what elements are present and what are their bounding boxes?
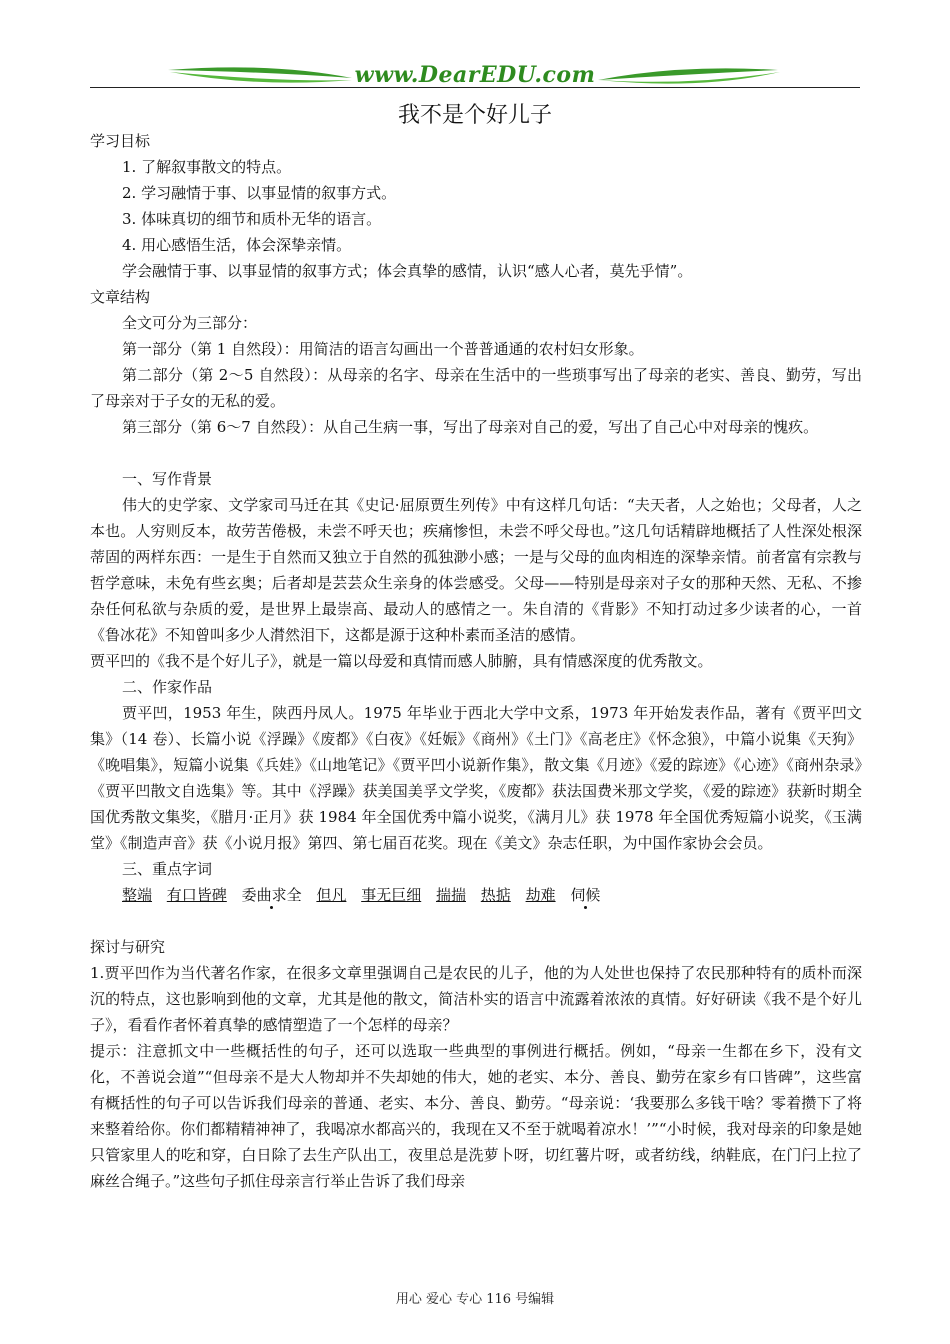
structure-part: 第一部分（第 1 自然段）：用简洁的语言勾画出一个普普通通的农村妇女形象。	[122, 340, 644, 358]
keyword: 伺候	[570, 886, 601, 904]
goals-heading: 学习目标	[90, 132, 151, 150]
discussion-hint: 提示：注意抓文中一些概括性的句子，还可以选取一些典型的事例进行概括。例如，“母亲一生都在乡下，没有文化，不善说会道”“但母亲不是大人物却并不失却她的伟大，她的老实、本分、善良、勤劳在家乡有口皆碑”，这些富有概括性的句子可以告诉我们母亲的普通、老实、本分、善良、勤劳。“母亲说：‘我要那么多钱干啥？零着攒下了将来整着给你。你们都精精神神了，我喝凉水都高兴的，我现在又不至于就喝着凉水！’”“小时候，我对母亲的印象是她只管家里人的吃和穿，白日除了去生产队出工，夜里总是洗萝卜呀，切红薯片呀，或者纺线，纳鞋底，在门闩上拉了麻丝合绳子。”这些句子抓住母亲言行举止告诉了我们母亲	[90, 1042, 862, 1190]
header-banner	[90, 60, 860, 94]
author-paragraph: 贾平凹，1953 年生，陕西丹凤人。1975 年毕业于西北大学中文系，1973 年开始发表作品，著有《贾平凹文集》（14 卷）、长篇小说《浮躁》《废都》《白夜》《妊娠》《商州》《土门》《高老庄》《怀念狼》，中篇小说集《天狗》《晚唱集》，短篇小说集《兵娃》《山地笔记》《贾平凹小说新作集》，散文集《月迹》《爱的踪迹》《心迹》《商州杂录》《贾平凹散文自选集》等。其中《浮躁》获美国美孚文学奖，《废都》获法国费米那文学奖，《爱的踪迹》获新时期全国优秀散文集奖，《腊月·正月》获 1984 年全国优秀中篇小说奖，《满月儿》获 1978 年全国优秀短篇小说奖，《玉满堂》《制造声音》获《小说月报》第四、第七届百花奖。现在《美文》杂志任职，为中国作家协会会员。	[90, 704, 862, 852]
background-heading: 一、写作背景	[122, 470, 213, 488]
page-title: 我不是个好儿子	[397, 103, 552, 128]
goal-item: 4. 用心感悟生活，体会深挚亲情。	[122, 236, 352, 254]
structure-part: 第三部分（第 6～7 自然段）：从自己生病一事，写出了母亲对自己的爱，写出了自己心中对母亲的愧疚。	[122, 418, 819, 436]
discussion-question: 1.贾平凹作为当代著名作家，在很多文章里强调自己是农民的儿子，他的为人处世也保持了农民那种特有的质朴而深沉的特点，这也影响到他的文章，尤其是他的散文，简洁朴实的语言中流露着浓浓的真情。好好研读《我不是个好儿子》，看看作者怀着真挚的感情塑造了一个怎样的母亲？	[90, 964, 862, 1034]
keywords-heading: 三、重点字词	[122, 860, 213, 878]
author-heading: 二、作家作品	[122, 678, 213, 696]
goals-summary: 学会融情于事、以事显情的叙事方式；体会真挚的感情，认识“感人心者，莫先乎情”。	[122, 262, 693, 280]
discussion-heading: 探讨与研究	[90, 938, 166, 956]
goal-item: 3. 体味真切的细节和质朴无华的语言。	[122, 210, 382, 228]
page-footer: 用心 爱心 专心 116 号编辑	[395, 1292, 555, 1307]
structure-intro: 全文可分为三部分：	[122, 314, 258, 332]
structure-heading: 文章结构	[90, 288, 151, 306]
spacer	[90, 908, 862, 934]
keyword: 热掂	[480, 886, 511, 904]
structure-part: 第二部分（第 2～5 自然段）：从母亲的名字、母亲在生活中的一些琐事写出了母亲的老实、善良、勤劳，写出了母亲对于子女的无私的爱。	[90, 366, 862, 410]
spacer	[90, 440, 862, 466]
site-url-logo: www.DearEDU.com	[354, 62, 596, 88]
keyword: 但凡	[316, 886, 347, 904]
goal-item: 1. 了解叙事散文的特点。	[122, 158, 292, 176]
keyword: 揣揣	[435, 886, 466, 904]
header-divider	[90, 87, 860, 88]
keyword: 事无巨细	[361, 886, 422, 904]
keywords-list	[90, 882, 862, 908]
keyword: 有口皆碑	[166, 886, 227, 904]
keyword: 整端	[122, 886, 153, 904]
keyword: 委曲求全	[241, 886, 302, 904]
document-body	[90, 128, 862, 1194]
keyword: 劫难	[525, 886, 556, 904]
background-paragraph-2: 贾平凹的《我不是个好儿子》，就是一篇以母爱和真情而感人肺腑，具有情感深度的优秀散文。	[90, 652, 713, 670]
background-paragraph: 伟大的史学家、文学家司马迁在其《史记·屈原贾生列传》中有这样几句话：“夫天者，人之始也；父母者，人之本也。人穷则反本，故劳苦倦极，未尝不呼天也；疾痛惨怛，未尝不呼父母也。”这几句话精辟地概括了人性深处根深蒂固的两样东西：一是生于自然而又独立于自然的孤独渺小感；一是与父母的血肉相连的深挚亲情。前者富有宗教与哲学意味，未免有些玄奥；后者却是芸芸众生亲身的体尝感受。父母——特别是母亲对子女的那种天然、无私、不掺杂任何私欲与杂质的爱，是世界上最崇高、最动人的感情之一。朱自清的《背影》不知打动过多少读者的心，一首《鲁冰花》不知曾叫多少人潸然泪下，这都是源于这种朴素而圣洁的感情。	[90, 496, 862, 644]
goal-item: 2. 学习融情于事、以事显情的叙事方式。	[122, 184, 397, 202]
